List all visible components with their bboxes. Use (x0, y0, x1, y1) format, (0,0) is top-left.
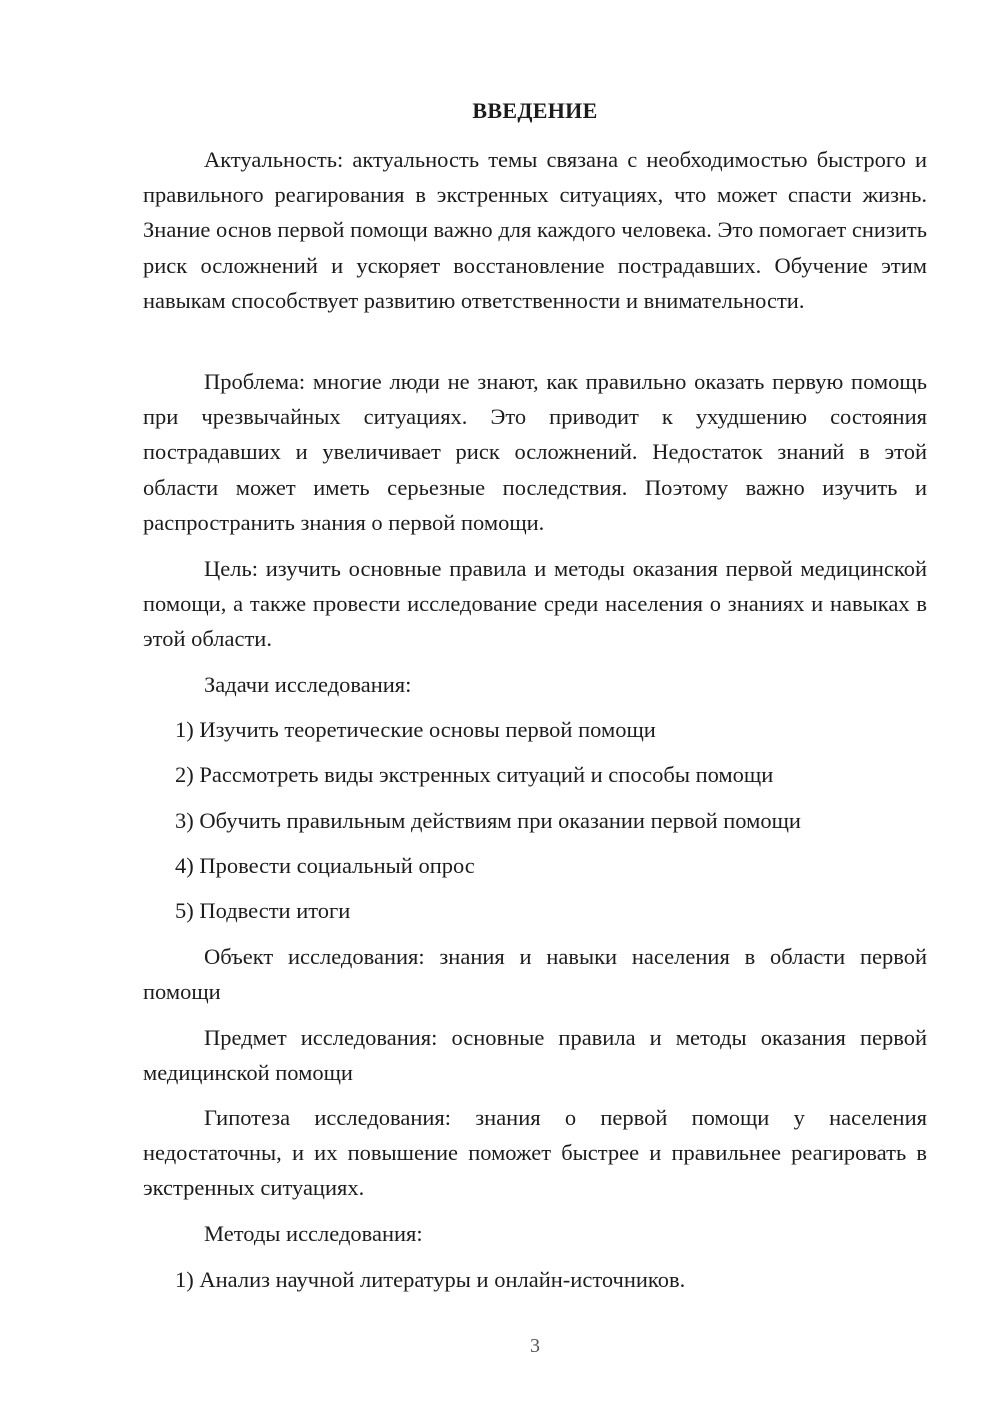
task-item: 2) Рассмотреть виды экстренных ситуаций и способы помощи (175, 762, 774, 787)
methods-heading: Методы исследования: (204, 1221, 423, 1246)
page-number: 3 (530, 1335, 540, 1357)
subject-paragraph: Предмет исследования: основные правила и методы оказания первой медицинской помощи (143, 1025, 927, 1086)
task-item: 1) Изучить теоретические основы первой помощи (175, 717, 656, 742)
problem-paragraph: Проблема: многие люди не знают, как правильно оказать первую помощь при чрезвычайных ситуациях. Это приводит к ухудшению состояния пострадавших и увеличивает риск осложнений. Недостаток знаний в этой области может иметь серьезные последствия. Поэтому важно изучить и распространить знания о первой помощи. (143, 369, 927, 535)
object-paragraph: Объект исследования: знания и навыки населения в области первой помощи (143, 944, 927, 1005)
task-item: 5) Подвести итоги (175, 898, 351, 923)
goal-paragraph: Цель: изучить основные правила и методы оказания первой медицинской помощи, а также провести исследование среди населения о знаниях и навыках в этой области. (143, 556, 927, 652)
hypothesis-paragraph: Гипотеза исследования: знания о первой помощи у населения недостаточны, и их повышение поможет быстрее и правильнее реагировать в экстренных ситуациях. (143, 1105, 927, 1201)
task-item: 3) Обучить правильным действиям при оказании первой помощи (175, 808, 801, 833)
method-item: 1) Анализ научной литературы и онлайн-источников. (175, 1267, 686, 1292)
relevance-paragraph: Актуальность: актуальность темы связана с необходимостью быстрого и правильного реагирования в экстренных ситуациях, что может спасти жизнь. Знание основ первой помощи важно для каждого человека. Это помогает снизить риск осложнений и ускоряет восстановление пострадавших. Обучение этим навыкам способствует развитию ответственности и внимательности. (143, 147, 927, 313)
page-title: ВВЕДЕНИЕ (472, 98, 598, 123)
tasks-heading: Задачи исследования: (204, 672, 412, 697)
task-item: 4) Провести социальный опрос (175, 853, 475, 878)
